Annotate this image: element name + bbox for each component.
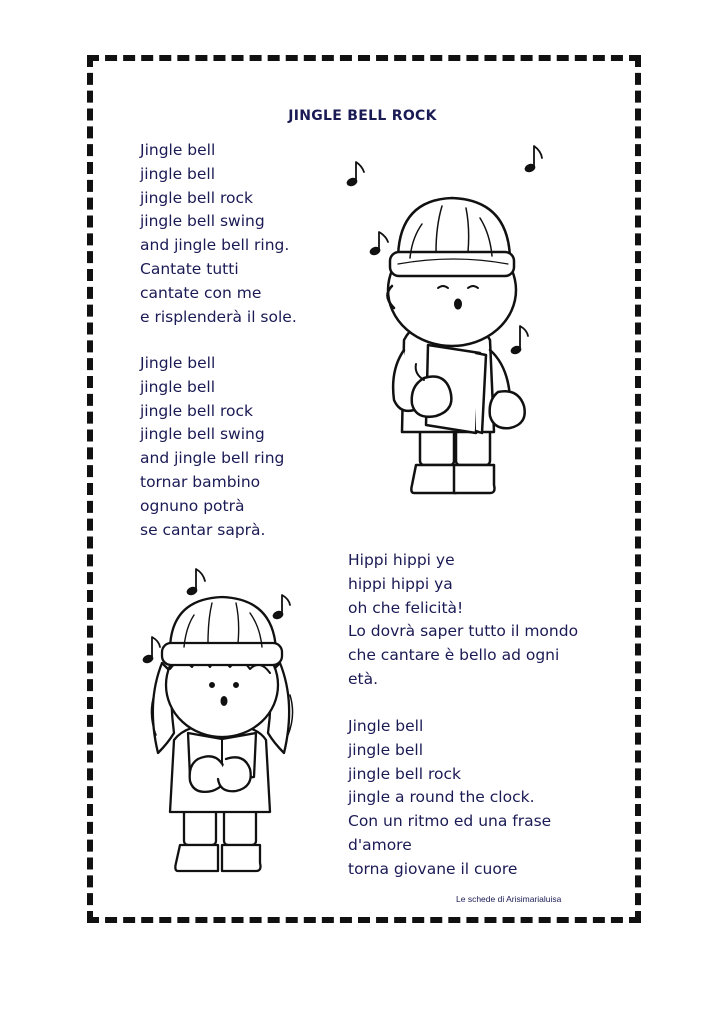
lyric-line: jingle bell swing	[140, 425, 265, 444]
music-note-icon	[186, 569, 205, 596]
music-note-icon	[346, 162, 364, 187]
lyric-line: Lo dovrà saper tutto il mondo	[348, 622, 579, 641]
lyric-line: jingle bell swing	[140, 212, 265, 231]
lyric-line: and jingle bell ring	[140, 449, 285, 468]
lyric-line: hippi hippi ya	[348, 574, 453, 593]
verse-1	[140, 139, 297, 329]
lyric-line: d'amore	[348, 835, 412, 854]
girl-caroling-illustration	[140, 565, 305, 885]
lyric-line: Hippi hippi ye	[348, 551, 455, 569]
lyric-line: età.	[348, 669, 379, 688]
lyric-line: tornar bambino	[140, 472, 261, 491]
lyric-line: jingle a round the clock.	[348, 788, 535, 807]
verse-4	[348, 715, 551, 882]
lyric-line: and jingle bell ring.	[140, 236, 290, 255]
lyric-line: cantate con me	[140, 283, 262, 302]
lyric-line: Jingle bell	[348, 717, 424, 735]
lyric-line: jingle bell	[140, 164, 216, 183]
verse-2	[140, 352, 284, 542]
boy-caroling-illustration	[340, 140, 560, 505]
lyric-line: oh che felicità!	[348, 598, 464, 617]
lyric-line: jingle bell rock	[348, 764, 461, 783]
lyric-line: Con un ritmo ed una frase	[348, 812, 552, 831]
credit-text: Le schede di Arisimarialuisa	[456, 894, 562, 904]
lyric-line: Cantate tutti	[140, 259, 239, 278]
lyric-line: torna giovane il cuore	[348, 859, 518, 878]
lyric-line: ognuno potrà	[140, 496, 245, 515]
lyric-line: jingle bell	[140, 377, 216, 396]
music-note-icon	[369, 232, 388, 256]
lyric-line: Jingle bell	[140, 354, 216, 372]
lyric-line: e risplenderà il sole.	[140, 307, 297, 326]
music-note-icon	[272, 595, 290, 620]
song-title: JINGLE BELL ROCK	[288, 108, 437, 124]
lyric-line: che cantare è bello ad ogni	[348, 646, 560, 665]
lyric-line: jingle bell rock	[140, 401, 253, 420]
music-note-icon	[524, 146, 542, 173]
music-note-icon	[142, 637, 160, 664]
lyric-line: jingle bell	[348, 740, 424, 759]
lyric-line: jingle bell rock	[140, 188, 253, 207]
lyric-line: Jingle bell	[140, 141, 216, 159]
music-note-icon	[510, 326, 528, 355]
verse-3	[348, 549, 578, 692]
lyric-line: se cantar saprà.	[140, 520, 266, 539]
